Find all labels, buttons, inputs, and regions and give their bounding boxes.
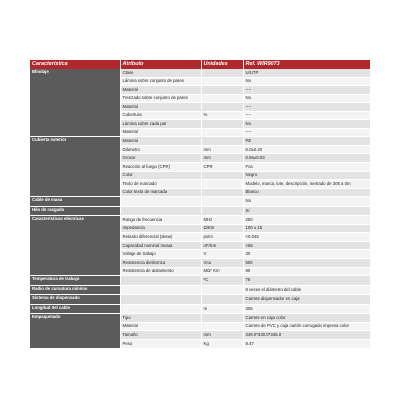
value-cell: 75 (243, 276, 370, 286)
category-cell: Longitud del cable (30, 304, 120, 314)
category-cell: Sistema de dispensado (30, 295, 120, 305)
value-cell: PE (243, 137, 370, 146)
attribute-cell: Color texto de marcado (120, 188, 201, 197)
value-cell: Modelo, marca, lote, descripción, metrado de 305 a 0m (243, 180, 370, 189)
unit-cell (201, 120, 243, 129)
attribute-cell: Voltaje de trabajo (120, 250, 201, 259)
value-cell: Carrete en caja color (243, 314, 370, 323)
table-row (30, 69, 370, 77)
unit-cell (201, 94, 243, 103)
unit-cell (201, 285, 243, 295)
unit-cell: Kg (201, 339, 243, 348)
table-row (30, 197, 370, 207)
attribute-cell (120, 276, 201, 286)
unit-cell: Ω/Km (201, 224, 243, 233)
value-cell: Fca (243, 163, 370, 172)
attribute-cell: Material (120, 86, 201, 95)
table-row (30, 206, 370, 216)
attribute-cell: Retardo diferencial (skew) (120, 233, 201, 242)
category-cell: Blindaje (30, 69, 120, 137)
unit-cell: % (201, 111, 243, 120)
unit-cell: Vca (201, 259, 243, 268)
unit-cell: MHz (201, 216, 243, 225)
header-ref: Ref. WIR9073 (243, 60, 370, 69)
header-unidades: Unidades (201, 60, 243, 69)
value-cell: 30 (243, 250, 370, 259)
value-cell: <56 (243, 241, 370, 250)
attribute-cell: Tamaño (120, 331, 201, 340)
unit-cell (201, 206, 243, 216)
value-cell: 500 (243, 259, 370, 268)
table-row (30, 276, 370, 286)
attribute-cell: Trenzado sobre conjunto de pares (120, 94, 201, 103)
category-cell: Hilo de rasgado (30, 206, 120, 216)
attribute-cell (120, 285, 201, 295)
spec-sheet (30, 60, 370, 349)
unit-cell: CPR (201, 163, 243, 172)
value-cell: U/UTP (243, 69, 370, 77)
value-cell: 8 veces el diámetro del cable (243, 285, 370, 295)
table-body (30, 69, 370, 348)
unit-cell (201, 128, 243, 137)
value-cell: ---- (243, 86, 370, 95)
attribute-cell: Tipo (120, 314, 201, 323)
value-cell: 6.0±0.20 (243, 145, 370, 154)
attribute-cell: Material (120, 322, 201, 331)
attribute-cell: Reacción al fuego (CPR) (120, 163, 201, 172)
unit-cell: mm (201, 331, 243, 340)
attribute-cell: Grosor (120, 154, 201, 163)
value-cell: 100 ± 15 (243, 224, 370, 233)
table-row (30, 295, 370, 305)
unit-cell (201, 314, 243, 323)
value-cell: Sí (243, 206, 370, 216)
attribute-cell: Resistencia de aislamiento (120, 267, 201, 276)
category-cell: Temperatura de trabajo (30, 276, 120, 286)
spec-table (30, 60, 370, 349)
unit-cell: mm (201, 145, 243, 154)
table-row (30, 304, 370, 314)
unit-cell (201, 137, 243, 146)
table-header-row (30, 60, 370, 69)
unit-cell (201, 322, 243, 331)
unit-cell: ºC (201, 276, 243, 286)
value-cell: Blanco (243, 188, 370, 197)
header-atributo: Atributo (120, 60, 201, 69)
unit-cell: MΩ* Km (201, 267, 243, 276)
value-cell: ---- (243, 111, 370, 120)
value-cell: No (243, 197, 370, 207)
value-cell: Negro (243, 171, 370, 180)
attribute-cell: Color (120, 171, 201, 180)
attribute-cell: Clase (120, 69, 201, 77)
category-cell: Radio de curvatura mínimo (30, 285, 120, 295)
value-cell: 8.47 (243, 339, 370, 348)
unit-cell (201, 103, 243, 112)
value-cell: 90 (243, 267, 370, 276)
unit-cell: V (201, 250, 243, 259)
attribute-cell: Material (120, 103, 201, 112)
attribute-cell: Resistencia dieléctrica (120, 259, 201, 268)
value-cell: 250 (243, 216, 370, 225)
attribute-cell: Peso (120, 339, 201, 348)
table-row (30, 137, 370, 146)
unit-cell: mm (201, 154, 243, 163)
value-cell: Carrete dispensador en caja (243, 295, 370, 305)
attribute-cell: Material (120, 128, 201, 137)
table-row (30, 216, 370, 225)
attribute-cell (120, 206, 201, 216)
unit-cell (201, 86, 243, 95)
table-row (30, 285, 370, 295)
attribute-cell: Impedancia (120, 224, 201, 233)
attribute-cell (120, 304, 201, 314)
unit-cell (201, 180, 243, 189)
unit-cell: ps/m (201, 233, 243, 242)
attribute-cell: Rango de frecuencia (120, 216, 201, 225)
attribute-cell: Texto de marcado (120, 180, 201, 189)
attribute-cell: Lámina sobre conjunto de pares (120, 77, 201, 86)
value-cell: ---- (243, 128, 370, 137)
value-cell: ---- (243, 103, 370, 112)
category-cell: Empaquetado (30, 314, 120, 348)
attribute-cell: Cobertura (120, 111, 201, 120)
attribute-cell: Diámetro (120, 145, 201, 154)
value-cell: <0.045 (243, 233, 370, 242)
value-cell: Carrete de PVC y caja cartón corrugado impresa color (243, 322, 370, 331)
unit-cell (201, 197, 243, 207)
value-cell: No (243, 94, 370, 103)
attribute-cell (120, 197, 201, 207)
unit-cell (201, 171, 243, 180)
value-cell: 349.0*330.0*345.0 (243, 331, 370, 340)
table-row (30, 314, 370, 323)
value-cell: No (243, 77, 370, 86)
unit-cell: nF/Km (201, 241, 243, 250)
attribute-cell: Material (120, 137, 201, 146)
unit-cell (201, 77, 243, 86)
value-cell: 305 (243, 304, 370, 314)
unit-cell (201, 69, 243, 77)
category-cell: Características eléctricas (30, 216, 120, 276)
unit-cell: m (201, 304, 243, 314)
header-caracteristica: Característica (30, 60, 120, 69)
value-cell: No (243, 120, 370, 129)
category-cell: Cubierta exterior (30, 137, 120, 197)
unit-cell (201, 295, 243, 305)
attribute-cell (120, 295, 201, 305)
category-cell: Cable de masa (30, 197, 120, 207)
attribute-cell: Capacidad nominal mutua (120, 241, 201, 250)
value-cell: 0.65±0.03 (243, 154, 370, 163)
attribute-cell: Lámina sobre cada par (120, 120, 201, 129)
unit-cell (201, 188, 243, 197)
